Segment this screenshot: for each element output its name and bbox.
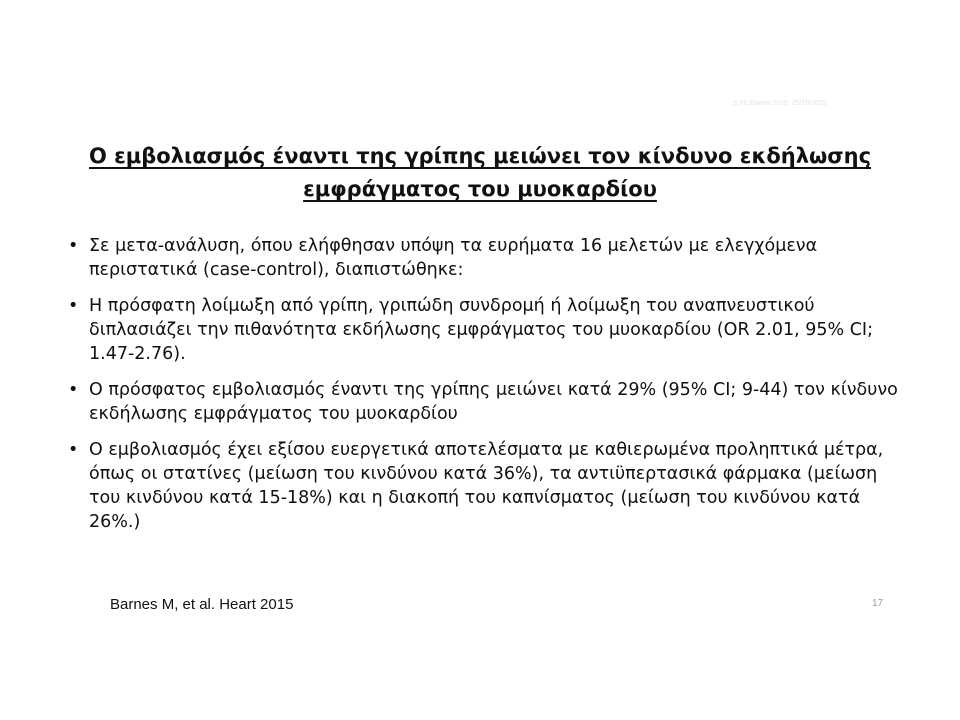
slide-title-line-2: εμφράγματος του μυοκαρδίου xyxy=(303,177,657,201)
watermark-text: S.Fil.Zavras 2015. 25/10/2015 xyxy=(733,100,827,107)
bullet-dot-icon: • xyxy=(68,236,79,256)
bullet-list xyxy=(68,234,898,546)
slide-title xyxy=(60,140,900,206)
bullet-dot-icon: • xyxy=(68,380,79,400)
bullet-text: Ο εμβολιασμός έχει εξίσου ευεργετικά αποτελέσματα με καθιερωμένα προληπτικά μέτρα, όπως οι στατίνες (μείωση του κινδύνου κατά 36%), τα αντιϋπερτασικά φάρμακα (μείωση του κινδύνου κατά 15-18%) και η διακοπή του καπνίσματος (μείωση του κινδύνου κατά 26%.) xyxy=(89,440,884,532)
bullet-dot-icon: • xyxy=(68,296,79,316)
page-number: 17 xyxy=(872,598,884,609)
bullet-text: Ο πρόσφατος εμβολιασμός έναντι της γρίπης μειώνει κατά 29% (95% CI; 9-44) τον κίνδυνο εκδήλωσης εμφράγματος του μυοκαρδίου xyxy=(89,380,898,424)
bullet-dot-icon: • xyxy=(68,440,79,460)
bullet-item-comparison xyxy=(68,438,898,534)
slide-title-line-1: Ο εμβολιασμός έναντι της γρίπης μειώνει τον κίνδυνο εκδήλωσης xyxy=(88,144,872,168)
bullet-item-vaccination-effect xyxy=(68,378,898,426)
bullet-item-infection-risk xyxy=(68,294,898,366)
bullet-text: Η πρόσφατη λοίμωξη από γρίπη, γριπώδη συνδρομή ή λοίμωξη του αναπνευστικού διπλασιάζει την πιθανότητα εκδήλωσης εμφράγματος του μυοκαρδίου (OR 2.01, 95% CI; 1.47-2.76). xyxy=(89,296,873,364)
citation: Barnes M, et al. Heart 2015 xyxy=(110,596,294,613)
bullet-text: Σε μετα-ανάλυση, όπου ελήφθησαν υπόψη τα ευρήματα 16 μελετών με ελεγχόμενα περιστατικά (case-control), διαπιστώθηκε: xyxy=(89,236,818,280)
bullet-item-meta-analysis xyxy=(68,234,898,282)
